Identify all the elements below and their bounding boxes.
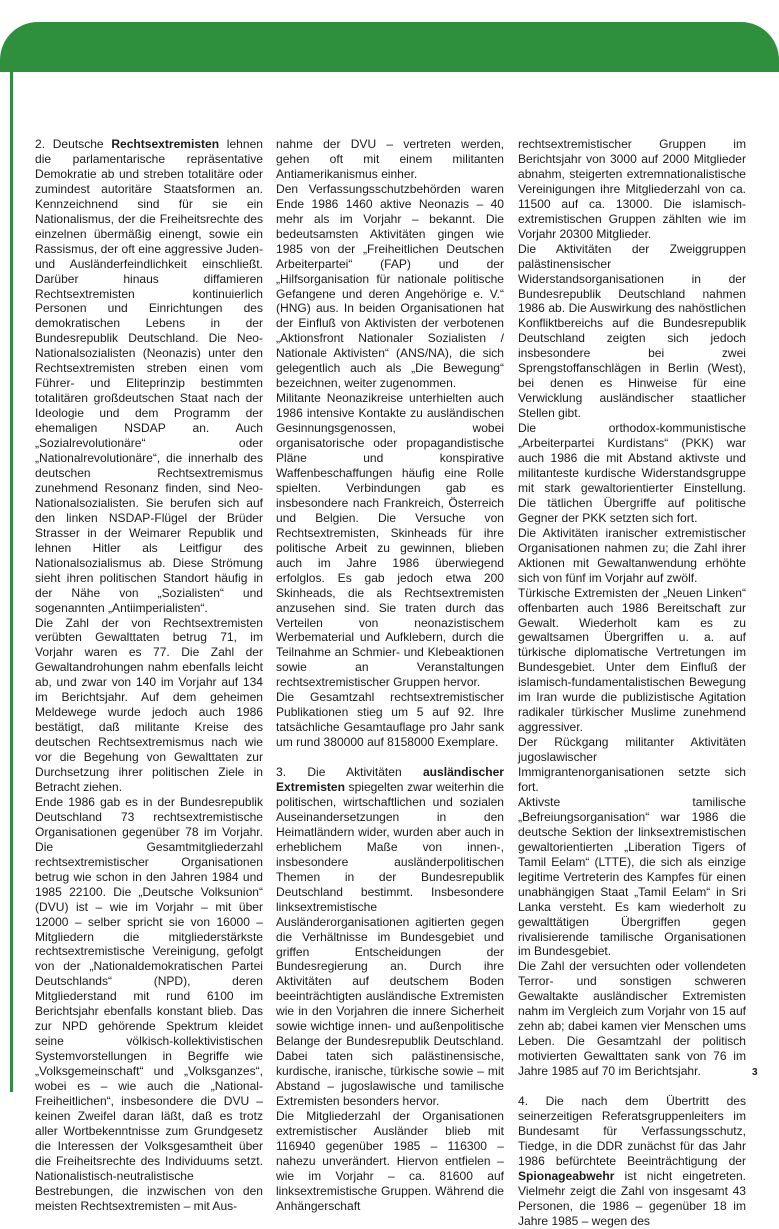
paragraph: Ende 1986 gab es in der Bundesrepublik Deutschland 73 rechtsextremistische Organisationen gegenüber 78 im Vorjahr. Die Gesamtmitgliederzahl rechtsextremistischer Organisationen betrug wie schon in den Jahren 1984 und 1985 22100. Die „Deutsche Volksunion“ (DVU) ist – wie im Vorjahr – mit über 12000 – selber spricht sie von 16000 – Mitgliedern die mitgliederstärkste rechtsextremistische Vereinigung, gefolgt von der „Nationaldemokratischen Partei Deutschlands“ (NPD), deren Mitgliederstand mit rund 6100 im Berichtsjahr ebenfalls konstant blieb. Das zur NPD gehörende Spektrum kleidet seine völkisch-kollektivistischen Systemvorstellungen in Begriffe wie „Volksgemeinschaft“ und „Volksganzes“, wobei es – wie auch die „National-Freiheitlichen“, insbesondere die DVU – keinen Zweifel daran läßt, daß es trotz aller Wortbekenntnisse zum Grundgesetz die Interessen der Volksgesamtheit über die Freiheitsrechte des Individuums setzt. Nationalistisch-neutralistische Bestrebungen, die inzwischen von den meisten Rechtsextremisten – mit Aus- (35, 794, 263, 1213)
paragraph: Die Zahl der von Rechtsextremisten verübten Gewalttaten betrug 71, im Vorjahr waren es 77. Die Zahl der Gewaltandrohungen nahm ebenfalls leicht ab, und zwar von 140 im Vorjahr auf 134 im Berichtsjahr. Auf dem geheimen Meldewege wurde jedoch auch 1986 bestätigt, daß militante Kreise des deutschen Rechtsextremismus nach wie vor die Begehung von Gewalttaten zur Durchsetzung ihrer politischen Ziele in Betracht ziehen. (35, 615, 263, 794)
paragraph: Die Mitgliederzahl der Organisationen extremistischer Ausländer blieb mit 116940 gegenüber 1985 – 116300 – nahezu unverändert. Hiervon entfielen – wie im Vorjahr – ca. 81600 auf linksextremistische Gruppen. Während die Anhängerschaft (276, 1109, 504, 1213)
paragraph: Die Aktivitäten der Zweiggruppen palästinensischer Widerstandsorganisationen in der Bundesrepublik Deutschland nahmen 1986 ab. Die Auswirkung des nahöstlichen Konfliktbereichs auf die Bundesrepublik Deutschland zeigten sich jedoch insbesondere bei zwei Sprengstoffanschlägen in Berlin (West), bei denen es Hinweise für eine Verwicklung ausländischer staatlicher Stellen gibt. (518, 241, 746, 421)
paragraph: Türkische Extremisten der „Neuen Linken“ offenbarten auch 1986 Bereitschaft zur Gewalt. Wiederholt kam es zu gewaltsamen Übergriffen u. a. auf türkische diplomatische Vertretungen im Bundesgebiet. Unter dem Einfluß der islamisch-fundamentalistischen Bewegung im Iran wurde die publizistische Agitation radikaler türkischer Muslime zunehmend aggressiver. (518, 585, 746, 735)
paragraph: Den Verfassungsschutzbehörden waren Ende 1986 1460 aktive Neonazis – 40 mehr als im Vorjahr – bekannt. Die bedeutsamsten Aktivitäten gingen wie 1985 von der „Freiheitlichen Deutschen Arbeiterpartei“ (FAP) und der „Hilfsorganisation für nationale politische Gefangene und deren Angehörige e. V.“ (HNG) aus. In beiden Organisationen hat der Einfluß von Aktivisten der verbotenen „Aktionsfront Nationaler Sozialisten / Nationale Aktivisten“ (ANS/NA), die sich gelegentlich auch als „Die Bewegung“ bezeichnen, weiter zugenommen. (276, 181, 504, 391)
keyword-bold: ausländischer Extremisten (276, 765, 504, 795)
page-number: 3 (752, 1067, 758, 1078)
paragraph: Die Zahl der versuchten oder vollendeten Terror- und sonstigen schweren Gewaltakte ausländischer Extremisten nahm im Vergleich zum Vorjahr von 15 auf zehn ab; dabei kamen vier Menschen ums Leben. Die Gesamtzahl der politisch motivierten Gewalttaten sank von 76 im Jahre 1985 auf 70 im Berichtsjahr. (518, 959, 746, 1079)
paragraph: Die Gesamtzahl rechtsextremistischer Publikationen stieg um 5 auf 92. Ihre tatsächliche Gesamtauflage pro Jahr sank um rund 380000 auf 8158000 Exemplare. (276, 690, 504, 750)
keyword-bold: Rechtsextremisten (111, 137, 220, 151)
header-color-bar (0, 22, 779, 72)
section-paragraph: 3. Die Aktivitäten ausländischer Extremisten spiegelten zwar weiterhin die politischen, wirtschaftlichen und sozialen Auseinandersetzungen in den Heimatländern wider, wurden aber auch in erheblichem Maße von innen-, insbesondere ausländerpolitischen Themen in der Bundesrepublik Deutschland bestimmt. Insbesondere linksextremistische Ausländerorganisationen agitierten gegen die Verhältnisse im Bundesgebiet und griffen Entscheidungen der Bundesregierung an. Durch ihre Aktivitäten auf deutschem Boden beeinträchtigten ausländische Extremisten wie in den Vorjahren die innere Sicherheit sowie wichtige innen- und außenpolitische Belange der Bundesrepublik Deutschland. Dabei taten sich palästinensische, kurdische, iranische, türkische sowie – mit Abstand – jugoslawische und tamilische Extremisten besonders hervor. (276, 765, 504, 1109)
paragraph: Der Rückgang militanter Aktivitäten jugoslawischer Immigrantenorganisationen setzte sich fort. (518, 735, 746, 794)
text-column-1 (35, 137, 263, 1214)
paragraph: Die Aktivitäten iranischer extremistischer Organisationen nahmen zu; die Zahl ihrer Aktionen mit Gewaltanwendung erhöhte sich von fünf im Vorjahr auf zwölf. (518, 525, 746, 585)
paragraph: rechtsextremistischer Gruppen im Berichtsjahr von 3000 auf 2000 Mitglieder abnahm, steigerten extremnationalistische Vereinigungen ihre Mitgliederzahl von ca. 11500 auf ca. 13000. Die islamisch-extremistischen Gruppen zählten wie im Vorjahr 20300 Mitglieder. (518, 137, 746, 241)
paragraph: 2. Deutsche Rechtsextremisten lehnen die parlamentarische repräsentative Demokratie ab und streben totalitäre oder zumindest autoritäre Staatsformen an. Kennzeichnend sind für sie ein Nationalismus, der die Freiheitsrechte des einzelnen übermäßig einengt, sowie ein Rassismus, der oft eine aggressive Juden- und Ausländerfeindlichkeit einschließt. Darüber hinaus diffamieren Rechtsextremisten kontinuierlich Personen und Einrichtungen des demokratischen Lebens in der Bundesrepublik Deutschland. Die Neo-Nationalsozialisten (Neonazis) unter den Rechtsextremisten streben einen vom Führer- und Eliteprinzip bestimmten totalitären großdeutschen Staat nach der Ideologie und dem Programm der ehemaligen NSDAP an. Auch „Sozialrevolutionäre“ oder „Nationalrevolutionäre“, die innerhalb des deutschen Rechtsextremismus zunehmend Resonanz finden, sind Neo-Nationalsozialisten. Sie berufen sich auf den linken NSDAP-Flügel der Brüder Strasser in der Weimarer Republik und lehnen Hitler als Leitfigur des Nationalsozialismus ab. Diese Strömung sieht ihren politischen Standort häufig in der Nähe von „Sozialisten“ und sogenannten „Antiimperialisten“. (35, 137, 263, 615)
paragraph: Militante Neonazikreise unterhielten auch 1986 intensive Kontakte zu ausländischen Gesinnungsgenossen, wobei organisatorische oder propagandistische Pläne und konspirative Waffenbeschaffungen häufig eine Rolle spielten. Verbindungen gab es insbesondere nach Frankreich, Österreich und Belgien. Die Versuche von Rechtsextremisten, Skinheads für ihre politische Arbeit zu gewinnen, blieben auch im Jahre 1986 überwiegend erfolglos. Es gab jedoch etwa 200 Skinheads, die als Rechtsextremisten anzusehen sind. Sie traten durch das Verteilen von neonazistischem Werbematerial und Aufklebern, durch die Teilnahme an Schmier- und Klebeaktionen sowie an Veranstaltungen rechtsextremistischer Gruppen hervor. (276, 391, 504, 690)
text-column-2 (276, 137, 504, 1214)
paragraph: Aktivste tamilische „Befreiungsorganisation“ war 1986 die deutsche Sektion der linksextremistischen gewaltorientierten „Liberation Tigers of Tamil Eelam“ (LTTE), die sich als einzige legitime Vertreterin des Kampfes für einen unabhängigen Staat „Tamil Eelam“ in Sri Lanka versteht. Es kam wiederholt zu gewalttätigen Übergriffen gegen rivalisierende tamilische Organisationen im Bundesgebiet. (518, 794, 746, 959)
paragraph: nahme der DVU – vertreten werden, gehen oft mit einem militanten Antiamerikanismus einher. (276, 137, 504, 181)
left-margin-rule (10, 70, 13, 1092)
keyword-bold: Spionageabwehr (518, 1168, 615, 1183)
paragraph: Die orthodox-kommunistische „Arbeiterpartei Kurdistans“ (PKK) war auch 1986 die mit Abstand aktivste und militanteste kurdische Widerstandsgruppe mit stark gewaltorientierter Einstellung. Die tätlichen Übergriffe auf politische Gegner der PKK setzten sich fort. (518, 421, 746, 525)
text-column-3 (518, 137, 746, 1229)
section-paragraph: 4. Die nach dem Übertritt des seinerzeitigen Referatsgruppenleiters im Bundesamt für Verfassungsschutz, Tiedge, in die DDR zunächst für das Jahr 1986 befürchtete Beeinträchtigung der Spionageabwehr ist nicht eingetreten. Vielmehr zeigt die Zahl von insgesamt 43 Personen, die 1986 – gegenüber 18 im Jahre 1985 – wegen des (518, 1094, 746, 1228)
